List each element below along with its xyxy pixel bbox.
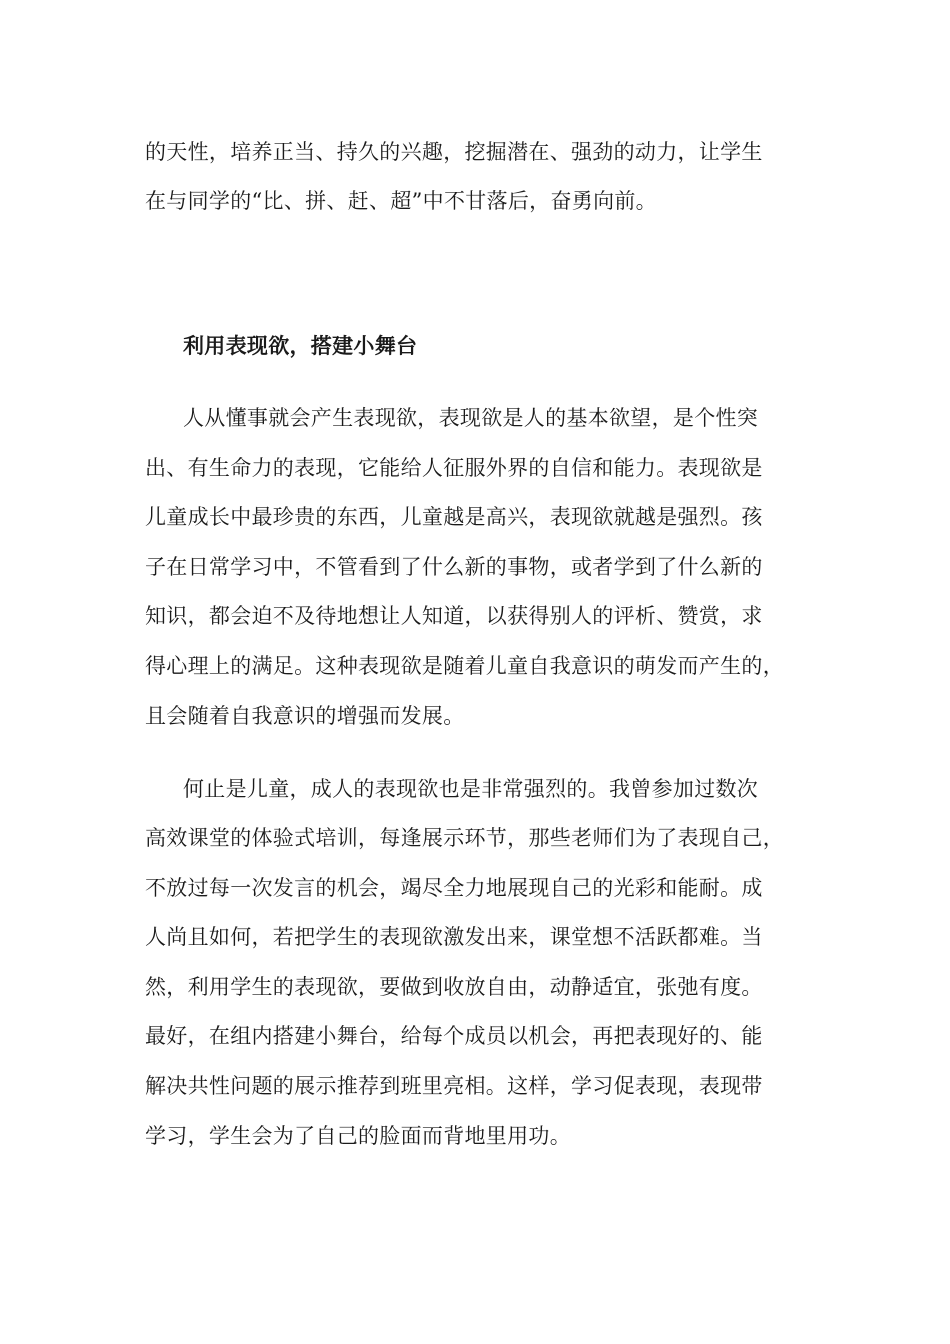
paragraph-1-line-5: 知识，都会迫不及待地想让人知道，以获得别人的评析、赞赏，求 — [145, 604, 763, 628]
paragraph-2-line-3: 不放过每一次发言的机会，竭尽全力地展现自己的光彩和能耐。成 — [145, 876, 763, 900]
paragraph-2-line-1: 何止是儿童，成人的表现欲也是非常强烈的。我曾参加过数次 — [183, 777, 759, 801]
section-heading: 利用表现欲，搭建小舞台 — [183, 333, 418, 358]
paragraph-1-line-4: 子在日常学习中，不管看到了什么新的事物，或者学到了什么新的 — [145, 555, 763, 579]
paragraph-2-line-4: 人尚且如何，若把学生的表现欲激发出来，课堂想不活跃都难。当 — [145, 925, 763, 949]
paragraph-intro-line-2: 在与同学的“比、拼、赶、超”中不甘落后，奋勇向前。 — [145, 189, 657, 213]
paragraph-1-line-7: 且会随着自我意识的增强而发展。 — [145, 704, 465, 728]
paragraph-2-line-6: 最好，在组内搭建小舞台，给每个成员以机会，再把表现好的、能 — [145, 1024, 763, 1048]
paragraph-1-line-1: 人从懂事就会产生表现欲，表现欲是人的基本欲望，是个性突 — [183, 406, 759, 430]
paragraph-2-line-2: 高效课堂的体验式培训，每逢展示环节，那些老师们为了表现自己， — [145, 826, 784, 850]
paragraph-1-line-2: 出、有生命力的表现，它能给人征服外界的自信和能力。表现欲是 — [145, 456, 763, 480]
paragraph-intro-line-1: 的天性，培养正当、持久的兴趣，挖掘潜在、强劲的动力，让学生 — [145, 140, 763, 164]
paragraph-2-line-5: 然，利用学生的表现欲，要做到收放自由，动静适宜，张弛有度。 — [145, 975, 763, 999]
paragraph-2-line-7: 解决共性问题的展示推荐到班里亮相。这样，学习促表现，表现带 — [145, 1074, 763, 1098]
paragraph-1-line-6: 得心理上的满足。这种表现欲是随着儿童自我意识的萌发而产生的， — [145, 654, 784, 678]
paragraph-1-line-3: 儿童成长中最珍贵的东西，儿童越是高兴，表现欲就越是强烈。孩 — [145, 505, 763, 529]
paragraph-2-line-8: 学习，学生会为了自己的脸面而背地里用功。 — [145, 1124, 571, 1148]
